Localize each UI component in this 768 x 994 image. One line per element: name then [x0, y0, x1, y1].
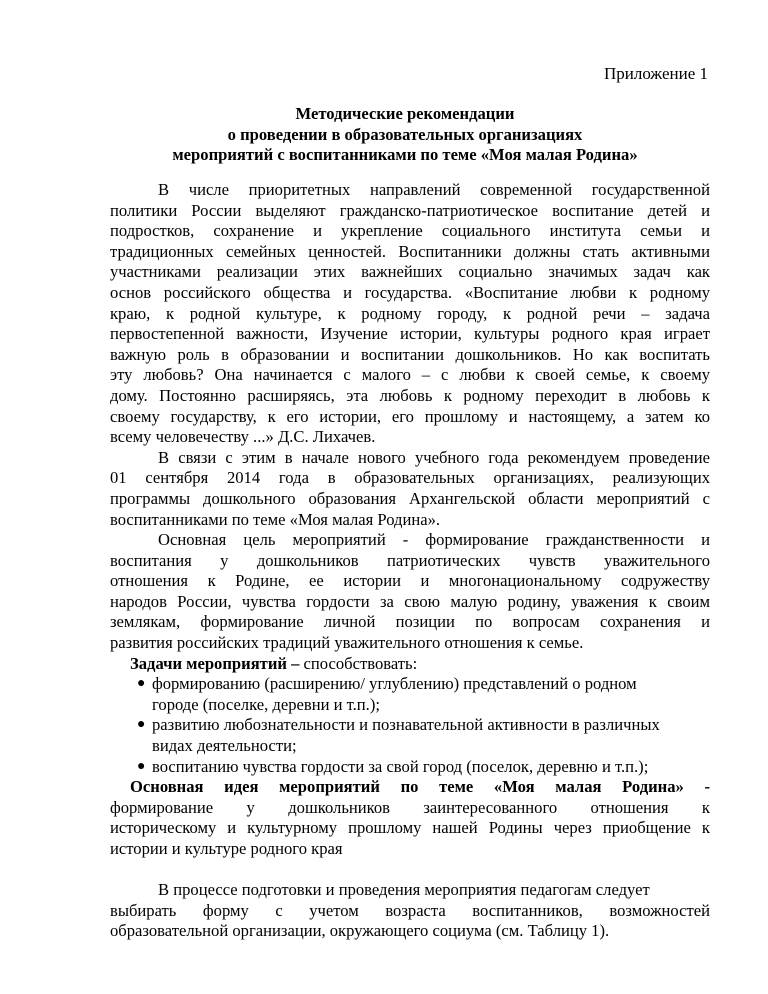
text-line: развития российских традиций уважительного отношения к семье.	[110, 633, 584, 653]
text-line: воспитанниками по теме «Моя малая Родина».	[110, 509, 441, 529]
text-line: отношения к Родине, ее истории и многонациональному содружеству	[110, 571, 710, 591]
list-item	[110, 674, 710, 715]
text-line: важную роль в образовании и воспитании дошкольников. Но как воспитать	[110, 344, 710, 364]
text-line-bold	[110, 777, 710, 798]
text-line: дому. Постоянно расширяясь, эта любовь к родному переходит в любовь к	[110, 385, 710, 405]
text-line: программы дошкольного образования Архангельской области мероприятий с	[110, 488, 710, 508]
bullet-icon: ●	[137, 717, 146, 733]
title-line: о проведении в образовательных организациях	[227, 124, 583, 144]
text-line: формирование у дошкольников заинтересованного отношения к	[110, 797, 710, 817]
paragraph-intro	[110, 180, 710, 448]
list-item	[110, 715, 710, 756]
text-line: своему государству, к его истории, его прошлому и настоящему, а затем ко	[110, 406, 710, 426]
document-title	[110, 104, 700, 166]
appendix-label: Приложение 1	[604, 64, 708, 83]
text-line: первостепенной важности, Изучение истории, культуры родного края играет	[110, 324, 710, 344]
paragraph-goal	[110, 530, 710, 654]
bullet-icon: ●	[137, 758, 146, 774]
text-line: воспитания у дошкольников патриотических чувств уважительного	[110, 550, 710, 570]
text-line: В процессе подготовки и проведения мероприятия педагогам следует	[158, 880, 650, 900]
text-line: 01 сентября 2014 года в образовательных организациях, реализующих	[110, 468, 710, 488]
text-line: В числе приоритетных направлений современной государственной	[158, 180, 710, 199]
main-idea-label: Основная идея мероприятий по теме «Моя малая Родина» -	[130, 777, 710, 797]
text-line: эту любовь? Она начинается с малого – с любви к своей семье, к своему	[110, 365, 710, 385]
text-line: землякам, формирование личной позиции по вопросам сохранения и	[110, 612, 710, 632]
text-line: подростков, сохранение и укрепление социального института семьи и	[110, 221, 710, 241]
text-line: всему человечеству ...» Д.С. Лихачев.	[110, 427, 376, 447]
tasks-label-rest: способствовать:	[299, 653, 418, 673]
title-line: Методические рекомендации	[295, 104, 515, 123]
text-line: историческому и культурному прошлому нашей Родины через приобщение к	[110, 818, 710, 838]
text-line: выбирать форму с учетом возраста воспитанников, возможностей	[110, 900, 710, 920]
paragraph-main-idea	[110, 777, 710, 859]
text-line: участниками реализации этих важнейших социально значимых задач как	[110, 262, 710, 282]
title-line: мероприятий с воспитанниками по теме «Моя малая Родина»	[172, 145, 638, 165]
document-body	[110, 180, 710, 942]
bullet-icon: ●	[137, 676, 146, 692]
text-line: краю, к родной культуре, к родному городу, к родной речи – задача	[110, 303, 710, 323]
text-line: развитию любознательности и познавательной активности в различных	[152, 715, 660, 735]
spacer	[110, 860, 710, 881]
text-line: формированию (расширению/ углублению) представлений о родном	[152, 674, 637, 694]
text-line: основ российского общества и государства. «Воспитание любви к родному	[110, 282, 710, 302]
tasks-list	[110, 674, 710, 777]
text-line: образовательной организации, окружающего социума (см. Таблицу 1).	[110, 921, 610, 941]
list-item	[110, 757, 710, 778]
text-line: воспитанию чувства гордости за свой город (поселок, деревню и т.п.);	[152, 756, 649, 776]
paragraph-preparation	[110, 880, 710, 942]
paragraph-recommendation	[110, 448, 710, 530]
tasks-heading	[110, 654, 710, 675]
text-line: политики России выделяют гражданско-патриотическое воспитание детей и	[110, 200, 710, 220]
text-line: Основная цель мероприятий - формирование гражданственности и	[158, 530, 710, 550]
tasks-label: Задачи мероприятий –	[130, 653, 300, 673]
text-line: народов России, чувства гордости за свою малую родину, уважения к своим	[110, 591, 710, 611]
text-line: истории и культуре родного края	[110, 839, 343, 858]
text-line: городе (поселке, деревни и т.п.);	[152, 694, 380, 714]
text-line: традиционных семейных ценностей. Воспитанники должны стать активными	[110, 241, 710, 261]
text-line: В связи с этим в начале нового учебного года рекомендуем проведение	[158, 447, 710, 467]
text-line: видах деятельности;	[152, 736, 297, 756]
